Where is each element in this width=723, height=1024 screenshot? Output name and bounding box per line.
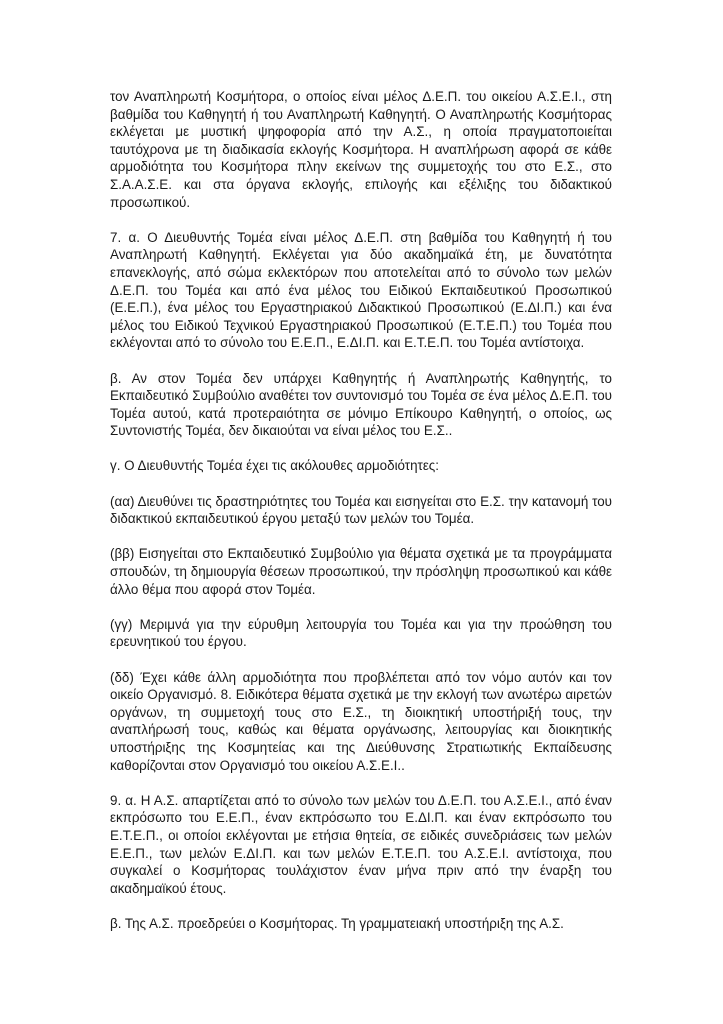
paragraph-7c-dd: (δδ) Έχει κάθε άλλη αρμοδιότητα που προβλέπεται από τον νόμο αυτόν και τον οικείο Οργανισμό. 8. Ειδικότερα θέματα σχετικά με την εκλογή των ανωτέρω αιρετών οργάνων, τη συμμετοχή τους στο Ε.Σ., τη διοικητική υποστήριξή τους, την αναπλήρωσή τους, καθώς και θέματα οργάνωσης, λειτουργίας και διοικητικής υποστήριξης της Κοσμητείας και της Διεύθυνσης Στρατιωτικής Εκπαίδευσης καθορίζονται στον Οργανισμό του οικείου Α.Σ.Ε.Ι..	[110, 669, 612, 773]
paragraph-7c: γ. Ο Διευθυντής Τομέα έχει τις ακόλουθες αρμοδιότητες:	[110, 458, 439, 474]
paragraph-deputy-dean: τον Αναπληρωτή Κοσμήτορα, ο οποίος είναι μέλος Δ.Ε.Π. του οικείου Α.Σ.Ε.Ι., στη βαθμίδα του Καθηγητή ή του Αναπληρωτή Καθηγητή. Ο Αναπληρωτής Κοσμήτορας εκλέγεται με μυστική ψηφοφορία από την Α.Σ., η οποία πραγματοποιείται ταυτόχρονα με τη διαδικασία εκλογής Κοσμήτορα. Η αναπλήρωση αφορά σε κάθε αρμοδιότητα του Κοσμήτορα πλην εκείνων της συμμετοχής του στο Ε.Σ., στο Σ.Α.Α.Σ.Ε. και στα όργανα εκλογής, επιλογής και εξέλιξης του διδακτικού προσωπικού.	[110, 89, 612, 210]
paragraph-7a: 7. α. Ο Διευθυντής Τομέα είναι μέλος Δ.Ε.Π. στη βαθμίδα του Καθηγητή ή του Αναπληρωτή Καθηγητή. Εκλέγεται για δύο ακαδημαϊκά έτη, με δυνατότητα επανεκλογής, από σώμα εκλεκτόρων που αποτελείται από το σύνολο των μελών Δ.Ε.Π. του Τομέα και από ένα μέλος του Ειδικού Εκπαιδευτικού Προσωπικού (Ε.Ε.Π.), ένα μέλος του Εργαστηριακού Διδακτικού Προσωπικού (Ε.ΔΙ.Π.) και ένα μέλος του Ειδικού Τεχνικού Εργαστηριακού Προσωπικού (Ε.Τ.Ε.Π.) του Τομέα που εκλέγονται από το σύνολο του Ε.Ε.Π., Ε.ΔΙ.Π. και Ε.Τ.Ε.Π. του Τομέα αντίστοιχα.	[110, 229, 612, 351]
paragraph-7c-gg: (γγ) Μεριμνά για την εύρυθμη λειτουργία του Τομέα και για την προώθηση του ερευνητικού του έργου.	[110, 616, 612, 650]
document-body	[110, 88, 612, 933]
paragraph-9a: 9. α. Η Α.Σ. απαρτίζεται από το σύνολο των μελών του Δ.Ε.Π. του Α.Σ.Ε.Ι., από έναν εκπρόσωπο του Ε.Ε.Π., έναν εκπρόσωπο του Ε.ΔΙ.Π. και έναν εκπρόσωπο του Ε.Τ.Ε.Π., οι οποίοι εκλέγονται με ετήσια θητεία, σε ειδικές συνεδριάσεις των μελών Ε.Ε.Π., των μελών Ε.ΔΙ.Π. και των μελών Ε.Τ.Ε.Π. του Α.Σ.Ε.Ι. αντίστοιχα, που συγκαλεί ο Κοσμήτορας τουλάχιστον έναν μήνα πριν από την έναρξη του ακαδημαϊκού έτους.	[110, 792, 612, 896]
paragraph-7b: β. Αν στον Τομέα δεν υπάρχει Καθηγητής ή Αναπληρωτής Καθηγητής, το Εκπαιδευτικό Συμβούλιο αναθέτει τον συντονισμό του Τομέα σε ένα μέλος Δ.Ε.Π. του Τομέα αυτού, κατά προτεραιότητα σε μόνιμο Επίκουρο Καθηγητή, ο οποίος, ως Συντονιστής Τομέα, δεν δικαιούται να είναι μέλος του Ε.Σ..	[110, 370, 612, 439]
paragraph-9b: β. Της Α.Σ. προεδρεύει ο Κοσμήτορας. Τη γραμματειακή υποστήριξη της Α.Σ.	[110, 915, 564, 931]
paragraph-7c-bb: (ββ) Εισηγείται στο Εκπαιδευτικό Συμβούλιο για θέματα σχετικά με τα προγράμματα σπουδών, τη δημιουργία θέσεων προσωπικού, την πρόσληψη προσωπικού και κάθε άλλο θέμα που αφορά στον Τομέα.	[110, 546, 612, 597]
paragraph-7c-aa: (αα) Διευθύνει τις δραστηριότητες του Τομέα και εισηγείται στο Ε.Σ. την κατανομή του διδακτικού εκπαιδευτικού έργου μεταξύ των μελών του Τομέα.	[110, 493, 612, 527]
